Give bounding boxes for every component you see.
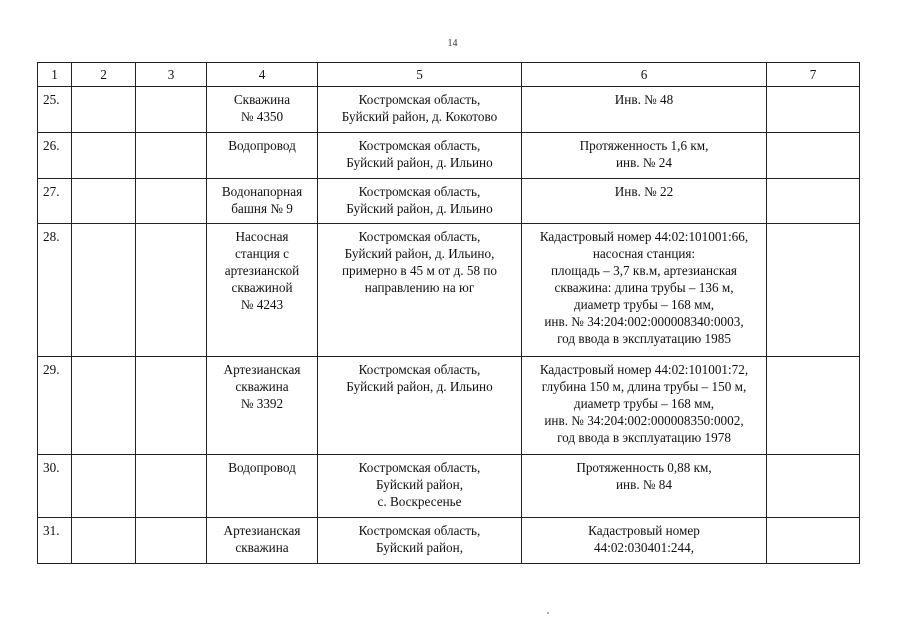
cell-col7 [767, 518, 860, 564]
object-name-text: Артезианская скважина [223, 523, 301, 555]
cell-col3 [136, 455, 207, 518]
cell-col3 [136, 133, 207, 179]
object-name [207, 518, 318, 564]
object-details [522, 87, 767, 133]
column-header: 3 [136, 63, 207, 87]
object-name [207, 133, 318, 179]
row-number: 26. [38, 133, 72, 179]
cell-col2 [72, 133, 136, 179]
object-address [318, 133, 522, 179]
header-row [38, 63, 860, 87]
object-details [522, 357, 767, 455]
object-address-text: Костромская область, Буйский район, д. Ильино, примерно в 45 м от д. 58 по направлению на юг [341, 229, 498, 295]
cell-col2 [72, 179, 136, 224]
cell-col7 [767, 179, 860, 224]
cell-col7 [767, 87, 860, 133]
row-number: 31. [38, 518, 72, 564]
object-address [318, 357, 522, 455]
cell-col2 [72, 224, 136, 357]
object-details [522, 518, 767, 564]
object-details-text: Кадастровый номер 44:02:101001:72, глубина 150 м, длина трубы – 150 м, диаметр трубы – 168 мм, инв. № 34:204:002:000008350:0002, год ввода в эксплуатацию 1978 [539, 362, 749, 445]
cell-col7 [767, 224, 860, 357]
object-details-text: Инв. № 48 [614, 92, 674, 107]
object-address-text: Костромская область, Буйский район, д. Кокотово [341, 92, 498, 124]
object-name [207, 87, 318, 133]
table-row [38, 455, 860, 518]
object-details-text: Протяженность 1,6 км, инв. № 24 [579, 138, 709, 170]
object-name [207, 179, 318, 224]
scan-speck [547, 612, 549, 614]
object-details-text: Кадастровый номер 44:02:030401:244, [588, 523, 700, 555]
page-number: 14 [447, 38, 458, 49]
object-address [318, 87, 522, 133]
object-details [522, 179, 767, 224]
object-address-text: Костромская область, Буйский район, д. Ильино [346, 138, 493, 170]
row-number: 25. [38, 87, 72, 133]
object-name-text: Насосная станция с артезианской скважиной № 4243 [224, 229, 300, 312]
column-header: 2 [72, 63, 136, 87]
object-address [318, 518, 522, 564]
object-details-text: Протяженность 0,88 км, инв. № 84 [576, 460, 712, 492]
column-header: 6 [522, 63, 767, 87]
column-header: 1 [38, 63, 72, 87]
object-details-text: Кадастровый номер 44:02:101001:66, насосная станция: площадь – 3,7 кв.м, артезианская скважина: длина трубы – 136 м, диаметр трубы – 168 мм, инв. № 34:204:002:000008340:0003, год ввода в эксплуатацию 1985 [539, 229, 749, 346]
object-name-text: Скважина № 4350 [233, 92, 291, 124]
cell-col2 [72, 87, 136, 133]
row-number: 27. [38, 179, 72, 224]
object-name-text: Водопровод [228, 460, 296, 475]
cell-col3 [136, 224, 207, 357]
cell-col2 [72, 518, 136, 564]
row-number: 30. [38, 455, 72, 518]
object-details [522, 133, 767, 179]
object-name [207, 357, 318, 455]
object-address-text: Костромская область, Буйский район, д. Ильино [346, 184, 493, 216]
cell-col7 [767, 357, 860, 455]
object-name-text: Артезианская скважина № 3392 [223, 362, 301, 411]
object-address-text: Костромская область, Буйский район, д. Ильино [346, 362, 493, 394]
object-details-text: Инв. № 22 [614, 184, 674, 199]
cell-col3 [136, 518, 207, 564]
cell-col7 [767, 455, 860, 518]
object-address [318, 224, 522, 357]
object-details [522, 224, 767, 357]
object-details [522, 455, 767, 518]
column-header: 7 [767, 63, 860, 87]
object-address-text: Костромская область, Буйский район, с. Воскресенье [358, 460, 481, 509]
cell-col3 [136, 179, 207, 224]
object-name [207, 224, 318, 357]
row-number: 29. [38, 357, 72, 455]
table-row [38, 87, 860, 133]
table-row [38, 357, 860, 455]
cell-col3 [136, 87, 207, 133]
row-number: 28. [38, 224, 72, 357]
table-row [38, 179, 860, 224]
object-name-text: Водонапорная башня № 9 [221, 184, 303, 216]
cell-col2 [72, 357, 136, 455]
column-header: 5 [318, 63, 522, 87]
table-row [38, 224, 860, 357]
registry-table [37, 62, 860, 564]
table-row [38, 133, 860, 179]
object-address [318, 455, 522, 518]
object-address [318, 179, 522, 224]
object-address-text: Костромская область, Буйский район, [358, 523, 481, 555]
column-header: 4 [207, 63, 318, 87]
table-row [38, 518, 860, 564]
cell-col2 [72, 455, 136, 518]
object-name-text: Водопровод [228, 138, 296, 153]
cell-col3 [136, 357, 207, 455]
cell-col7 [767, 133, 860, 179]
object-name [207, 455, 318, 518]
